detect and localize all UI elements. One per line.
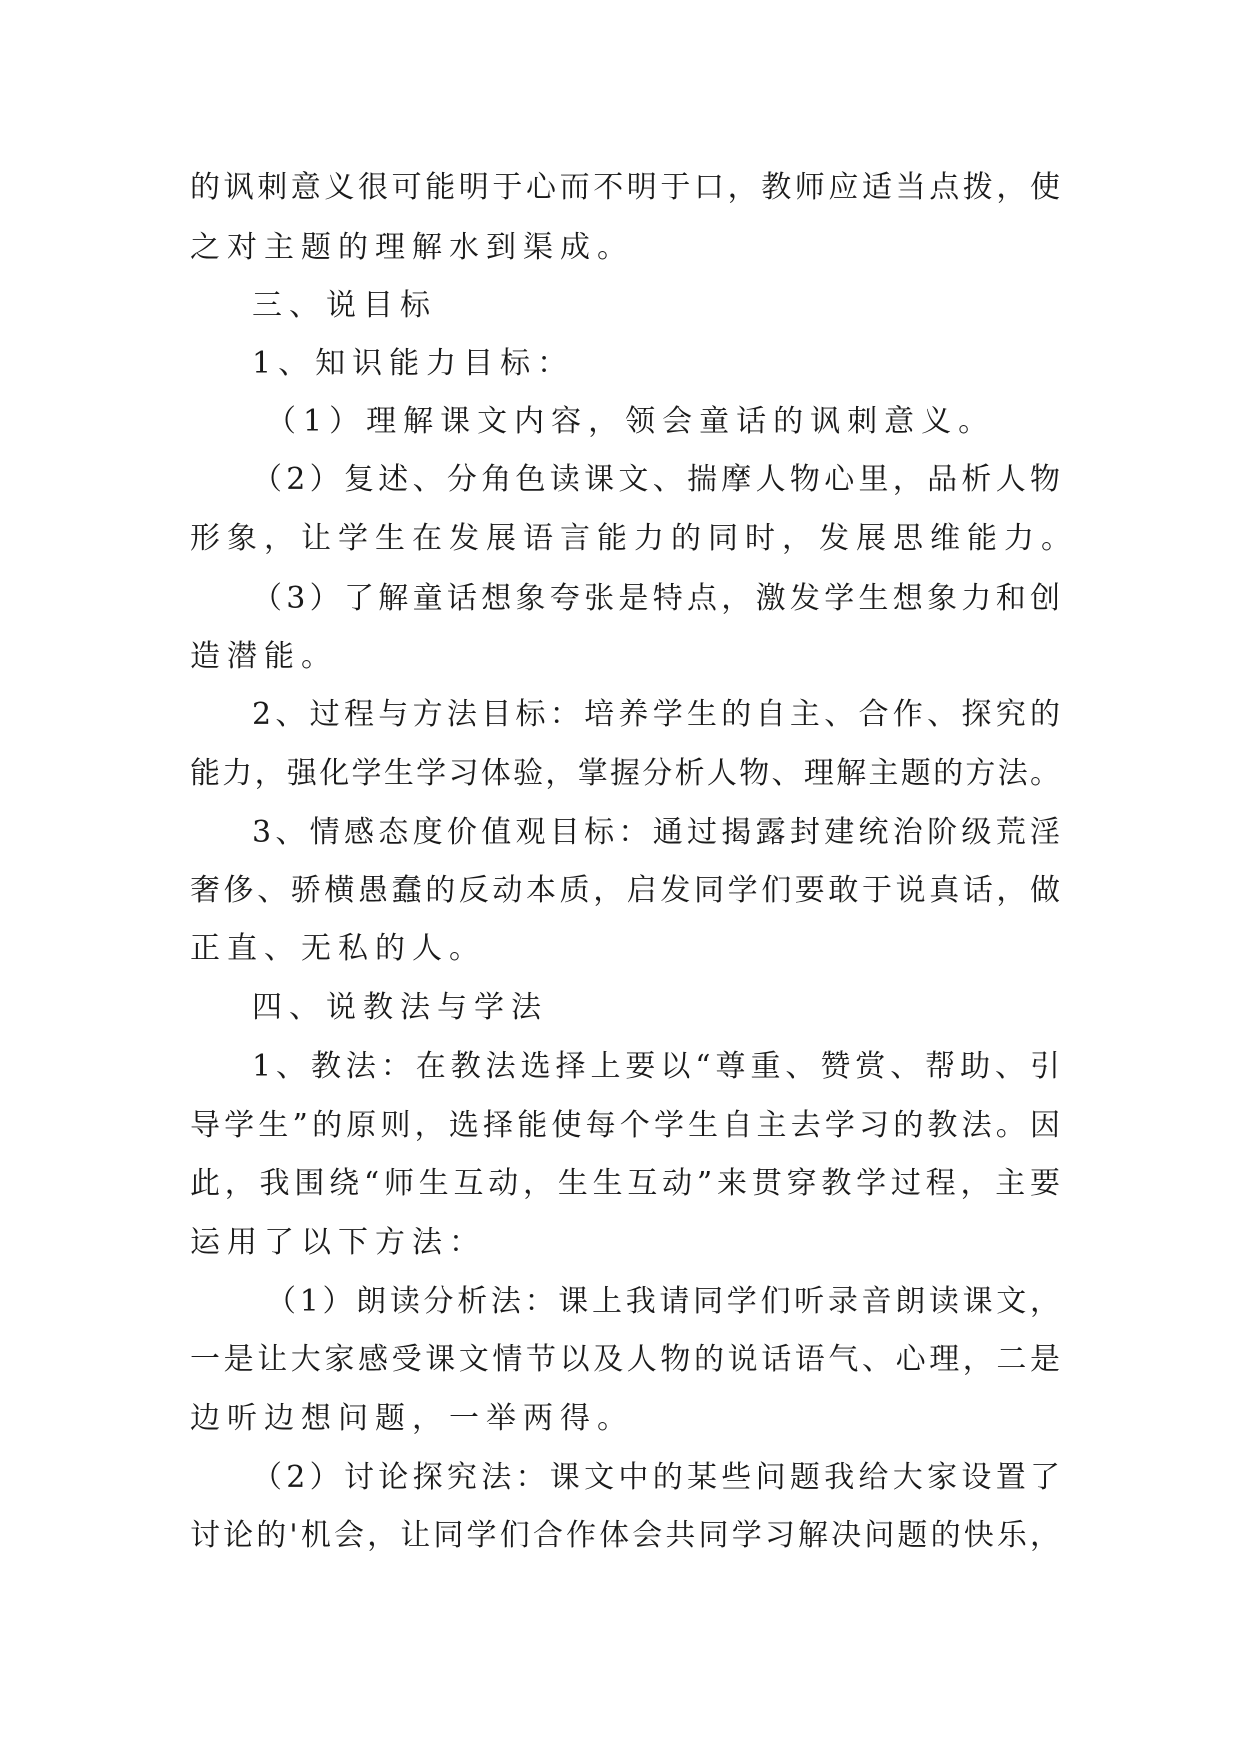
text-line: 造潜能。 <box>190 639 338 674</box>
text-line: 1、教法：在教法选择上要以“尊重、赞赏、帮助、引 <box>252 1049 1060 1084</box>
text-line: （3）了解童话想象夸张是特点，激发学生想象力和创 <box>252 581 1060 616</box>
text-line: 之对主题的理解水到渠成。 <box>190 230 634 265</box>
text-line: 的讽刺意义很可能明于心而不明于口，教师应适当点拨，使 <box>190 170 1060 205</box>
subsection-heading: 1、知识能力目标： <box>252 346 575 381</box>
section-heading: 三、说目标 <box>252 288 437 323</box>
text-line: （2）复述、分角色读课文、揣摩人物心里，品析人物 <box>252 462 1060 497</box>
text-line: 运用了以下方法： <box>190 1225 486 1260</box>
text-line: 3、情感态度价值观目标：通过揭露封建统治阶级荒淫 <box>252 815 1060 850</box>
text-line: 奢侈、骄横愚蠢的反动本质，启发同学们要敢于说真话，做 <box>190 873 1060 908</box>
text-line: 边听边想问题，一举两得。 <box>190 1401 634 1436</box>
text-line: 讨论的'机会，让同学们合作体会共同学习解决问题的快乐， <box>190 1518 1060 1553</box>
section-heading: 四、说教法与学法 <box>252 990 548 1025</box>
text-line: 形象，让学生在发展语言能力的同时，发展思维能力。 <box>190 521 1078 556</box>
text-line: 能力，强化学生学习体验，掌握分析人物、理解主题的方法。 <box>190 756 1060 791</box>
text-line: 正直、无私的人。 <box>190 931 486 966</box>
text-line: （2）讨论探究法：课文中的某些问题我给大家设置了 <box>252 1460 1060 1495</box>
text-line: 导学生”的原则，选择能使每个学生自主去学习的教法。因 <box>190 1108 1060 1143</box>
text-line: （1）理解课文内容，领会童话的讽刺意义。 <box>266 404 996 439</box>
text-line: 2、过程与方法目标：培养学生的自主、合作、探究的 <box>252 697 1060 732</box>
text-line: 此，我围绕“师生互动，生生互动”来贯穿教学过程，主要 <box>190 1166 1060 1201</box>
text-line: 一是让大家感受课文情节以及人物的说话语气、心理，二是 <box>190 1342 1060 1377</box>
text-line: （1）朗读分析法：课上我请同学们听录音朗读课文， <box>266 1284 1060 1319</box>
